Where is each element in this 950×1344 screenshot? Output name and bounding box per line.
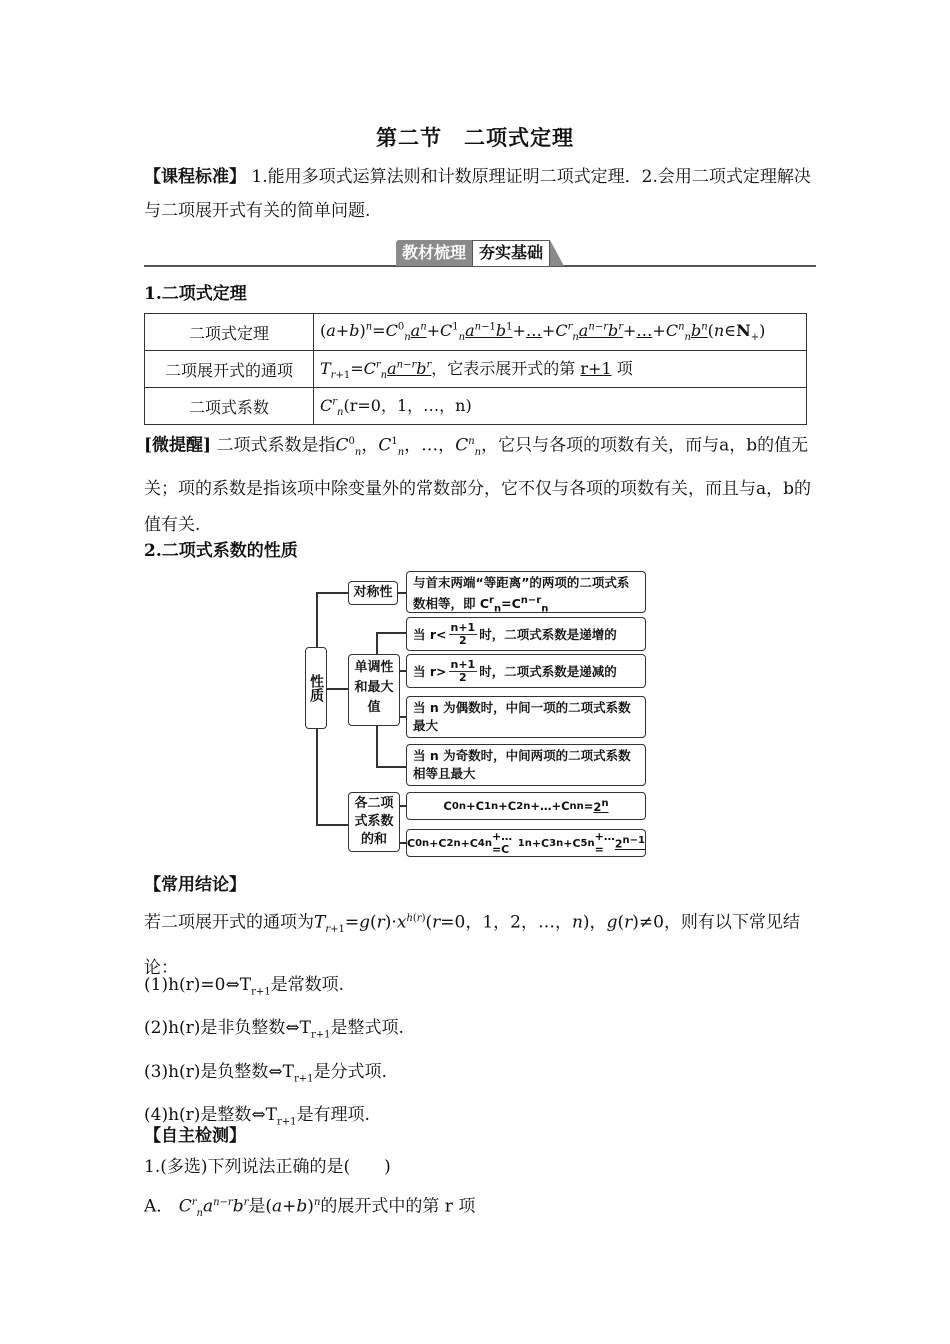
connector bbox=[376, 632, 378, 654]
table-key: 二项展开式的通项 bbox=[145, 351, 314, 388]
course-standard-text: 1.能用多项式运算法则和计数原理证明二项式定理．2.会用二项式定理解决与二项展开式有关的简单问题. bbox=[144, 167, 811, 221]
binomial-formula: $(a+b)^n=C^0_na^n+C^1_na^{n-1}b^1+\dots+C^r_na^{n-r}b^r+\dots+C^n_nb^n(n\in N_+)$ bbox=[314, 314, 807, 351]
tip-text-2: ，它只与各项的项数有关，而与a，b的值无关；项的系数是指该项中除变量外的常数部分，它不仅与各项的项数有关，而且与a，b的值有关. bbox=[144, 435, 812, 536]
banner-right: 夯实基础 bbox=[472, 240, 550, 266]
tip-paragraph: [微提醒] 二项式系数是指$C^0_n$，$C^1_n$，…，$C^n_n$，它只与各项的项数有关，而与a，b的值无关；项的系数是指该项中除变量外的常数部分，它不仅与各项的项数有关，而且与a，b的值有关. bbox=[144, 435, 812, 536]
section2-heading: 2.二项式系数的性质 bbox=[144, 541, 298, 561]
banner-left: 教材梳理 bbox=[396, 240, 472, 266]
connector bbox=[316, 728, 318, 824]
monotonicity-node: 单调性和最大值 bbox=[348, 654, 400, 726]
sum-parity-box: C 0 n +C 2 n +C 4 n +…=C 1 n +C 3 n +C 5 n +…= $2^{n-1}$ bbox=[407, 830, 645, 856]
connector bbox=[327, 688, 348, 690]
connector bbox=[376, 632, 406, 634]
term-index-blank: r+1 bbox=[580, 359, 612, 379]
root-node: 性质 bbox=[305, 647, 327, 729]
symmetry-node: 对称性 bbox=[348, 581, 398, 605]
table-row bbox=[145, 351, 807, 388]
table-row bbox=[145, 314, 807, 351]
list-item: $(1)h(r)=0\Leftrightarrow T_{r+1}$是常数项. bbox=[144, 975, 345, 998]
list-item: (4)h(r)是整数$\Leftrightarrow T_{r+1}$是有理项. bbox=[144, 1105, 370, 1128]
symmetry-box: 与首末两端“等距离”的两项的二项式系数相等，即 $C^r_n=C^{n-r}_n$ bbox=[406, 571, 646, 613]
question-1: 1.(多选)下列说法正确的是( ) bbox=[144, 1157, 391, 1177]
connector bbox=[316, 592, 318, 648]
list-item: (2)h(r)是非负整数$\Leftrightarrow T_{r+1}$是整式项. bbox=[144, 1018, 404, 1041]
connector bbox=[376, 766, 406, 768]
binomial-table bbox=[144, 313, 807, 425]
conclusion-heading: 【常用结论】 bbox=[144, 875, 246, 895]
connector bbox=[316, 824, 348, 826]
binomial-coefficient: $C^r_n(r=0$，1，…，n) bbox=[314, 388, 807, 425]
tip-text-1: 二项式系数是指 bbox=[216, 435, 336, 456]
tip-label: [微提醒] bbox=[144, 435, 212, 456]
section1-heading: 1.二项式定理 bbox=[144, 284, 247, 304]
connector bbox=[398, 592, 406, 594]
conclusion-intro: 若二项展开式的通项为$T_{r+1}=g(r)\cdot x^{h(r)}(r=0$，1，2，…，n)，g(r)≠0，则有以下常见结论： bbox=[144, 912, 800, 979]
odd-box: 当 n 为奇数时，中间两项的二项式系数相等且最大 bbox=[406, 744, 646, 786]
connector bbox=[400, 670, 406, 672]
connector bbox=[400, 805, 406, 807]
connector bbox=[400, 716, 406, 718]
selfcheck-heading: 【自主检测】 bbox=[144, 1126, 246, 1146]
connector bbox=[316, 592, 348, 594]
page-title: 第二节 二项式定理 bbox=[376, 125, 574, 150]
list-item: (3)h(r)是负整数$\Leftrightarrow T_{r+1}$是分式项. bbox=[144, 1061, 387, 1085]
banner-tail bbox=[550, 240, 564, 266]
connector bbox=[400, 842, 406, 844]
course-standard-label: 【课程标准】 bbox=[144, 167, 246, 187]
conclusion-list bbox=[144, 967, 814, 1141]
table-key: 二项式定理 bbox=[145, 314, 314, 351]
table-row bbox=[145, 388, 807, 425]
increasing-box: 当 r< $\frac{n+1}{2}$ 时，二项式系数是递增的 bbox=[406, 617, 646, 651]
course-standard bbox=[144, 160, 814, 228]
option-a: A． $C^r_na^{n-r}b^r$是$(a+b)^n$的展开式中的第 r 项 bbox=[144, 1196, 476, 1220]
banner bbox=[396, 240, 564, 266]
general-term: $T_{r+1}=C^r_na^{n-r}b^r$，它表示展开式的第 r+1 项 bbox=[314, 351, 807, 388]
table-key: 二项式系数 bbox=[145, 388, 314, 425]
even-box: 当 n 为偶数时，中间一项的二项式系数最大 bbox=[406, 696, 646, 738]
connector bbox=[376, 726, 378, 766]
decreasing-box: 当 r> $\frac{n+1}{2}$ 时，二项式系数是递减的 bbox=[406, 654, 646, 688]
sum-all-box: C 0 n +C 1 n +C 2 n +…+C n n = 2$^n$ bbox=[406, 792, 646, 820]
sum-node: 各二项式系数的和 bbox=[348, 792, 400, 852]
